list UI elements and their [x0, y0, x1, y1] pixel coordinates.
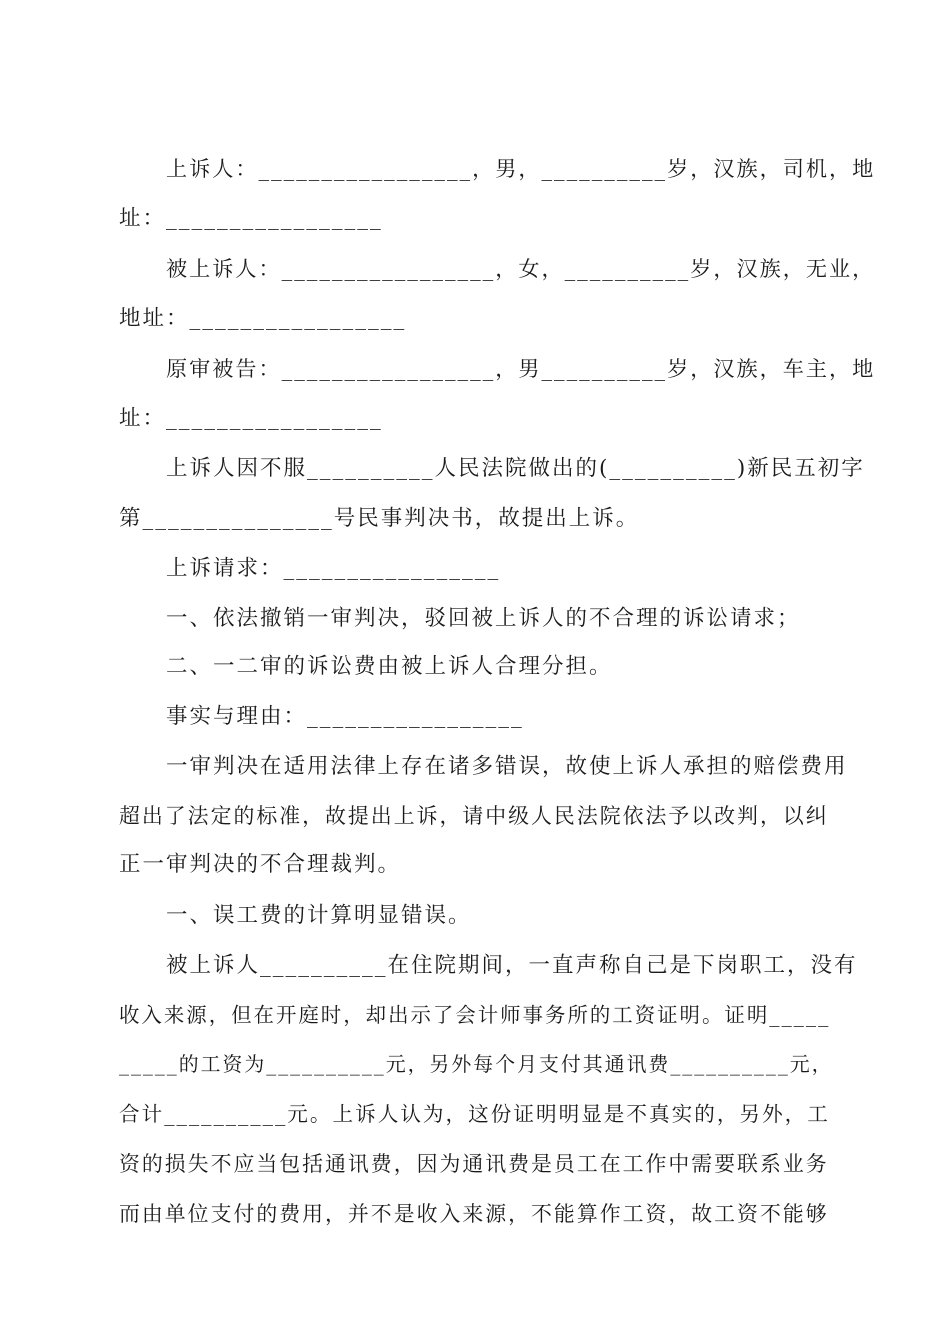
text-line: 第_______________号民事判决书，故提出上诉。 — [119, 506, 640, 531]
text-line: 址：_________________ — [119, 206, 383, 231]
text-line: 一、依法撤销一审判决，驳回被上诉人的不合理的诉讼请求； — [166, 606, 801, 631]
text-line: 上诉人：_________________，男，__________岁，汉族，司机，地 — [166, 156, 876, 181]
text-line: 而由单位支付的费用，并不是收入来源，不能算作工资，故工资不能够 — [119, 1202, 829, 1226]
text-line: _____的工资为__________元，另外每个月支付其通讯费__________元， — [119, 1053, 834, 1076]
text-line: 原审被告：_________________，男__________岁，汉族，车主，地 — [166, 356, 876, 381]
text-line: 正一审判决的不合理裁判。 — [119, 852, 402, 877]
text-line: 地址：_________________ — [119, 306, 407, 331]
text-line: 超出了法定的标准，故提出上诉，请中级人民法院依法予以改判，以纠 — [119, 804, 829, 828]
text-line: 合计__________元。上诉人认为，这份证明明显是不真实的，另外，工 — [119, 1102, 830, 1126]
text-line: 二、一二审的诉讼费由被上诉人合理分担。 — [166, 654, 613, 679]
text-line: 一审判决在适用法律上存在诸多错误，故使上诉人承担的赔偿费用 — [166, 754, 848, 779]
text-line: 事实与理由：_________________ — [166, 704, 524, 729]
text-line: 收入来源，但在开庭时，却出示了会计师事务所的工资证明。证明_____ — [119, 1003, 831, 1027]
text-line: 上诉请求：_________________ — [166, 556, 501, 581]
text-line: 资的损失不应当包括通讯费，因为通讯费是员工在工作中需要联系业务 — [119, 1152, 829, 1176]
text-line: 址：_________________ — [119, 406, 383, 431]
text-line: 被上诉人__________在住院期间，一直声称自己是下岗职工，没有 — [166, 953, 858, 978]
text-line: 被上诉人：_________________，女，__________岁，汉族，无业， — [166, 256, 876, 281]
text-line: 一、误工费的计算明显错误。 — [166, 903, 472, 928]
text-line: 上诉人因不服__________人民法院做出的(__________)新民五初字 — [166, 456, 865, 481]
